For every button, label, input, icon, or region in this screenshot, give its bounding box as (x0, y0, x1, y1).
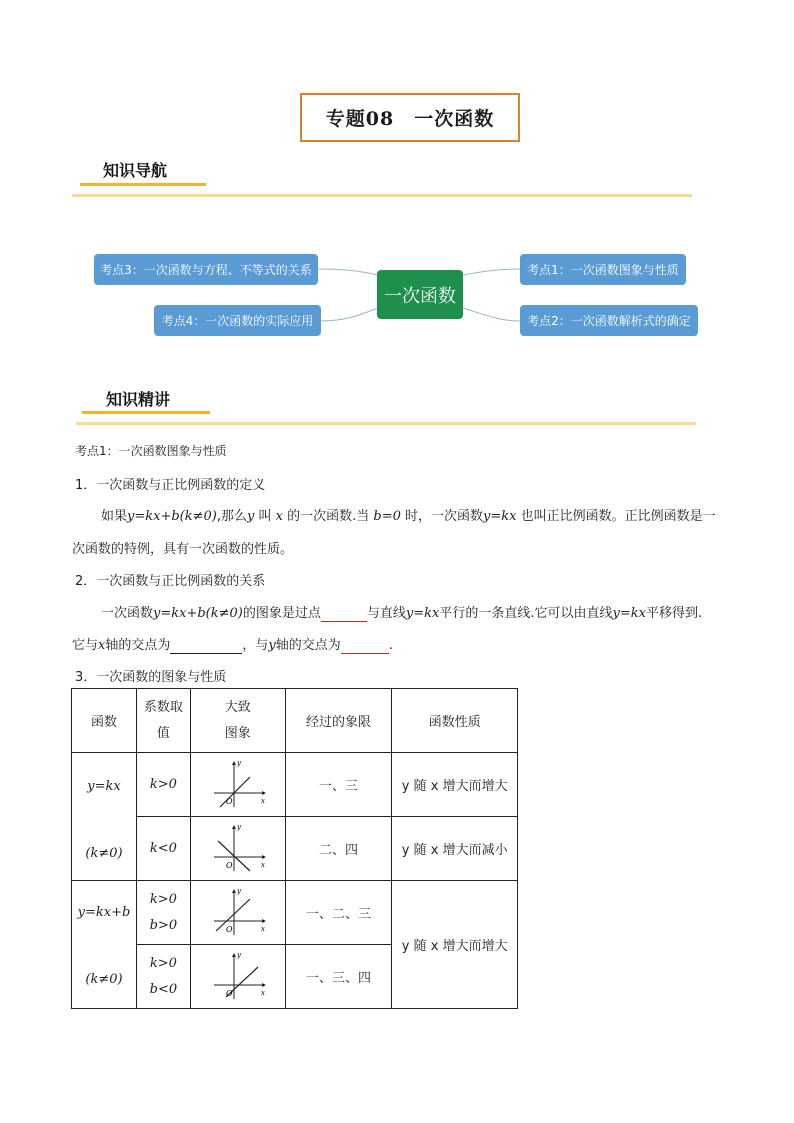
svg-text:y: y (236, 758, 241, 767)
property-cell: y 随 x 增大而增大 (392, 753, 518, 817)
graph-cell (190, 753, 285, 817)
page-title: 专题08 一次函数 (300, 93, 520, 142)
connector-line (318, 269, 378, 275)
table-row (72, 881, 518, 945)
table-header-row (72, 689, 518, 753)
fill-blank-point (321, 606, 367, 622)
svg-text:y: y (236, 822, 241, 831)
graph-cell (190, 817, 285, 881)
func-cell-linear: y=kx+b (k≠0) (72, 881, 137, 1009)
graph-cell (190, 881, 285, 945)
svg-text:O: O (225, 796, 233, 806)
graph-k-neg (208, 821, 268, 873)
svg-text:x: x (260, 860, 265, 869)
coef-cell: k>0 b<0 (136, 945, 190, 1009)
svg-text:O: O (225, 860, 233, 870)
mindmap-node-1: 考点1：一次函数图象与性质 (520, 254, 686, 285)
section-rule (72, 194, 692, 197)
properties-table (71, 688, 518, 1009)
graph-k-pos-b-neg (208, 949, 268, 1001)
connector-line (463, 269, 520, 275)
svg-text:y: y (236, 950, 241, 959)
intercept-paragraph: 它与x轴的交点为 ，与y轴的交点为 . (72, 638, 393, 653)
svg-text:x: x (260, 924, 265, 933)
property-cell: y 随 x 增大而减小 (392, 817, 518, 881)
header-coef: 系数取 值 (136, 689, 190, 753)
fill-blank-y-intercept (341, 638, 389, 654)
coef-cell: k>0 (136, 753, 190, 817)
connector-line (321, 308, 378, 321)
section-underline (82, 411, 210, 414)
item-title-2: 2．一次函数与正比例函数的关系 (75, 574, 266, 589)
table-row (72, 753, 518, 817)
mindmap-center: 一次函数 (377, 270, 463, 319)
table-row (72, 817, 518, 881)
header-quadrants: 经过的象限 (285, 689, 392, 753)
quadrant-cell: 一、三 (285, 753, 392, 817)
svg-text:x: x (260, 988, 265, 997)
graph-cell (190, 945, 285, 1009)
svg-text:O: O (225, 988, 233, 998)
quadrant-cell: 一、二、三 (285, 881, 392, 945)
coef-cell: k>0 b>0 (136, 881, 190, 945)
svg-text:x: x (260, 796, 265, 805)
header-func: 函数 (72, 689, 137, 753)
section-underline (80, 183, 206, 186)
connector-line (463, 308, 520, 321)
graph-k-pos (208, 757, 268, 809)
mindmap-node-3: 考点3：一次函数与方程、不等式的关系 (94, 254, 318, 285)
coef-cell: k<0 (136, 817, 190, 881)
svg-text:O: O (225, 924, 233, 934)
header-graph: 大致 图象 (190, 689, 285, 753)
property-cell: y 随 x 增大而增大 (392, 881, 518, 1009)
mindmap-node-2: 考点2：一次函数解析式的确定 (520, 305, 698, 336)
section-title-nav: 知识导航 (103, 161, 168, 180)
item-title-3: 3．一次函数的图象与性质 (75, 670, 227, 685)
relation-paragraph: 一次函数y=kx+b(k≠0)的图象是过点 与直线y=kx平行的一条直线.它可以由直线y=kx平移得到. (101, 606, 703, 621)
definition-paragraph-cont: 次函数的特例，具有一次函数的性质。 (72, 542, 294, 557)
quadrant-cell: 一、三、四 (285, 945, 392, 1009)
header-property: 函数性质 (392, 689, 518, 753)
point-heading: 考点1：一次函数图象与性质 (75, 444, 227, 458)
graph-k-pos-b-pos (208, 885, 268, 937)
section-title-lecture: 知识精讲 (106, 390, 171, 409)
func-cell-proportional: y=kx (k≠0) (72, 753, 137, 881)
section-rule (76, 422, 696, 425)
quadrant-cell: 二、四 (285, 817, 392, 881)
svg-text:y: y (236, 886, 241, 895)
definition-paragraph: 如果y=kx+b(k≠0),那么y 叫 x 的一次函数.当 b=0 时，一次函数y=kx 也叫正比例函数。正比例函数是一 (101, 509, 716, 524)
fill-blank-x-intercept (170, 638, 242, 654)
mindmap-node-4: 考点4：一次函数的实际应用 (154, 305, 321, 336)
item-title-1: 1．一次函数与正比例函数的定义 (75, 478, 266, 493)
